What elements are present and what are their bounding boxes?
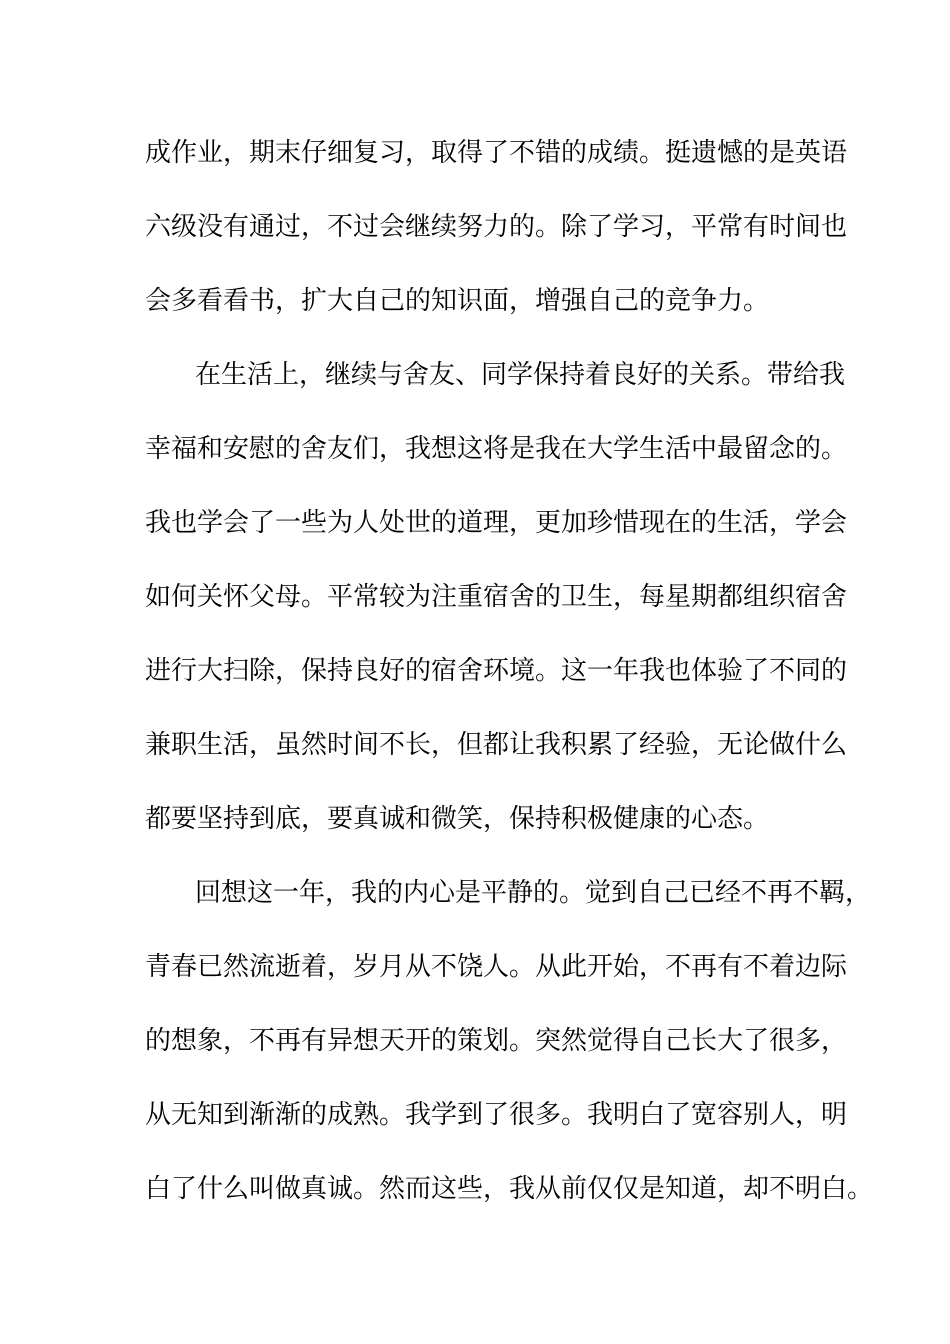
text-line: 我也学会了一些为人处世的道理，更加珍惜现在的生活，学会 bbox=[145, 508, 848, 538]
text-line: 六级没有通过，不过会继续努力的。除了学习，平常有时间也 bbox=[145, 212, 848, 242]
text-line: 成作业，期末仔细复习，取得了不错的成绩。挺遗憾的是英语 bbox=[145, 138, 848, 168]
text-line: 青春已然流逝着，岁月从不饶人。从此开始，不再有不着边际 bbox=[145, 952, 848, 982]
paragraph-first-line: 回想这一年，我的内心是平静的。觉到自己已经不再不羁， bbox=[195, 878, 872, 908]
text-line: 兼职生活，虽然时间不长，但都让我积累了经验，无论做什么 bbox=[145, 730, 848, 760]
text-line: 幸福和安慰的舍友们，我想这将是我在大学生活中最留念的。 bbox=[145, 434, 848, 464]
text-line: 白了什么叫做真诚。然而这些，我从前仅仅是知道，却不明白。 bbox=[145, 1174, 874, 1204]
text-line: 如何关怀父母。平常较为注重宿舍的卫生，每星期都组织宿舍 bbox=[145, 582, 848, 612]
text-line: 会多看看书，扩大自己的知识面，增强自己的竞争力。 bbox=[145, 286, 770, 316]
text-line: 从无知到渐渐的成熟。我学到了很多。我明白了宽容别人，明 bbox=[145, 1100, 848, 1130]
text-line: 进行大扫除，保持良好的宿舍环境。这一年我也体验了不同的 bbox=[145, 656, 848, 686]
text-line: 的想象，不再有异想天开的策划。突然觉得自己长大了很多， bbox=[145, 1026, 848, 1056]
text-line: 都要坚持到底，要真诚和微笑，保持积极健康的心态。 bbox=[145, 804, 770, 834]
document-body bbox=[145, 124, 874, 1234]
paragraph-first-line: 在生活上，继续与舍友、同学保持着良好的关系。带给我 bbox=[195, 360, 846, 390]
